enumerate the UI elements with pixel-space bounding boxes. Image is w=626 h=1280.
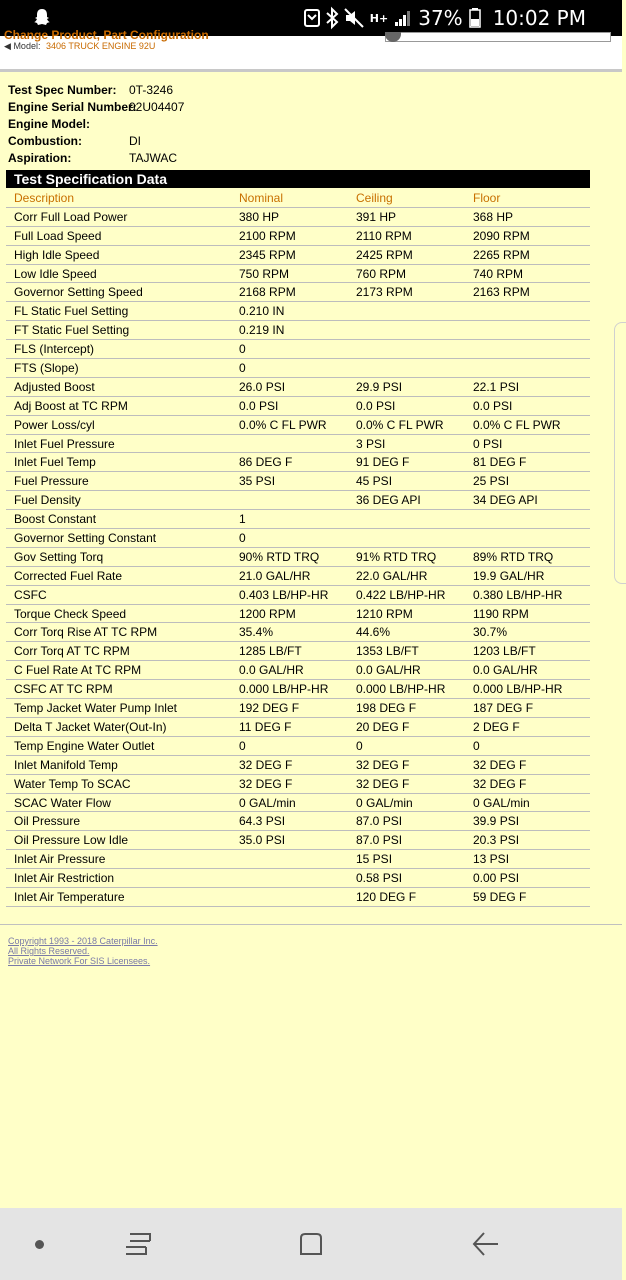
row-nominal: 0.210 IN xyxy=(239,304,285,319)
row-nominal: 0.403 LB/HP-HR xyxy=(239,587,329,602)
row-floor: 22.1 PSI xyxy=(473,379,520,394)
row-nominal: 21.0 GAL/HR xyxy=(239,568,311,583)
row-ceiling: 198 DEG F xyxy=(356,701,417,716)
footer xyxy=(8,936,158,966)
row-nominal: 64.3 PSI xyxy=(239,814,286,829)
row-floor: 0.0 PSI xyxy=(473,398,513,413)
row-ceiling: 2110 RPM xyxy=(356,228,412,243)
row-nominal: 1200 RPM xyxy=(239,606,296,621)
table-row xyxy=(6,869,590,888)
row-description: Governor Setting Constant xyxy=(14,531,157,546)
table-row xyxy=(6,246,590,265)
table-row xyxy=(6,491,590,510)
row-nominal: 0 xyxy=(239,342,246,357)
row-ceiling: 0.0% C FL PWR xyxy=(356,417,444,432)
clock: 10:02 PM xyxy=(492,6,586,30)
combustion-value: DI xyxy=(129,134,141,148)
table-row xyxy=(6,340,590,359)
row-floor: 2265 RPM xyxy=(473,247,530,262)
nav-bar xyxy=(0,1208,622,1280)
table-row xyxy=(6,756,590,775)
table-row xyxy=(6,718,590,737)
hplus-signal-icon: H+ xyxy=(369,11,389,25)
home-icon[interactable] xyxy=(297,1230,325,1258)
row-ceiling: 15 PSI xyxy=(356,852,393,867)
row-nominal: 26.0 PSI xyxy=(239,379,286,394)
row-description: FT Static Fuel Setting xyxy=(14,323,130,338)
row-ceiling: 760 RPM xyxy=(356,266,407,281)
table-row xyxy=(6,453,590,472)
serial-label: Engine Serial Number: xyxy=(8,100,137,114)
row-ceiling: 3 PSI xyxy=(356,436,386,451)
nfc-icon xyxy=(304,9,320,27)
table-header xyxy=(6,189,590,208)
row-nominal: 2345 RPM xyxy=(239,247,296,262)
mute-icon xyxy=(344,8,364,28)
row-description: Fuel Density xyxy=(14,493,81,508)
row-floor: 0 PSI xyxy=(473,436,503,451)
row-nominal: 2100 RPM xyxy=(239,228,296,243)
row-ceiling: 120 DEG F xyxy=(356,889,417,904)
row-nominal: 35.0 PSI xyxy=(239,833,286,848)
row-description: Fuel Pressure xyxy=(14,474,89,489)
row-nominal: 32 DEG F xyxy=(239,757,293,772)
row-nominal: 750 RPM xyxy=(239,266,290,281)
row-floor: 2090 RPM xyxy=(473,228,530,243)
row-floor: 1203 LB/FT xyxy=(473,644,536,659)
bluetooth-icon xyxy=(326,8,338,28)
row-description: Temp Engine Water Outlet xyxy=(14,738,155,753)
row-ceiling: 91 DEG F xyxy=(356,455,410,470)
row-description: Inlet Fuel Temp xyxy=(14,455,96,470)
edge-panel-handle[interactable] xyxy=(614,322,626,584)
network-link[interactable]: Private Network For SIS Licensees. xyxy=(8,956,151,966)
row-ceiling: 0 GAL/min xyxy=(356,795,413,810)
row-ceiling: 22.0 GAL/HR xyxy=(356,568,428,583)
back-arrow-icon[interactable]: ◀ xyxy=(4,41,11,51)
table-row xyxy=(6,794,590,813)
row-floor: 0.0 GAL/HR xyxy=(473,663,538,678)
header-ceiling: Ceiling xyxy=(356,191,393,205)
row-floor: 89% RTD TRQ xyxy=(473,549,554,564)
row-ceiling: 0.000 LB/HP-HR xyxy=(356,682,446,697)
table-row xyxy=(6,416,590,435)
row-floor: 0.00 PSI xyxy=(473,871,520,886)
snapchat-ghost-icon xyxy=(33,8,51,26)
row-nominal: 0.000 LB/HP-HR xyxy=(239,682,329,697)
row-description: Full Load Speed xyxy=(14,228,102,243)
row-description: Inlet Air Pressure xyxy=(14,852,106,867)
model-value[interactable]: 3406 TRUCK ENGINE 92U xyxy=(45,41,156,51)
row-nominal: 1 xyxy=(239,512,246,527)
table-row xyxy=(6,680,590,699)
row-nominal: 0.0% C FL PWR xyxy=(239,417,327,432)
row-nominal: 0.219 IN xyxy=(239,323,285,338)
row-floor: 39.9 PSI xyxy=(473,814,520,829)
section-title: Test Specification Data xyxy=(6,170,590,188)
row-nominal: 35 PSI xyxy=(239,474,276,489)
table-row xyxy=(6,661,590,680)
change-product-link[interactable]: Change Product, Part Configuration xyxy=(4,28,209,42)
row-nominal: 0 GAL/min xyxy=(239,795,296,810)
row-description: Delta T Jacket Water(Out-In) xyxy=(14,719,167,734)
copyright-link[interactable]: Copyright 1993 - 2018 Caterpillar Inc. xyxy=(8,936,158,946)
battery-icon xyxy=(469,8,481,28)
row-floor: 25 PSI xyxy=(473,474,510,489)
table-row xyxy=(6,529,590,548)
row-nominal: 1285 LB/FT xyxy=(239,644,302,659)
row-ceiling: 87.0 PSI xyxy=(356,833,403,848)
row-description: Adjusted Boost xyxy=(14,379,95,394)
header-floor: Floor xyxy=(473,191,501,205)
row-floor: 368 HP xyxy=(473,209,514,224)
row-nominal: 11 DEG F xyxy=(239,719,292,734)
search-input[interactable] xyxy=(385,32,611,42)
table-row xyxy=(6,737,590,756)
row-description: Adj Boost at TC RPM xyxy=(14,398,128,413)
header-divider xyxy=(0,69,622,72)
table-row xyxy=(6,812,590,831)
row-floor: 0 xyxy=(473,738,480,753)
row-nominal: 192 DEG F xyxy=(239,701,300,716)
row-ceiling: 0.58 PSI xyxy=(356,871,403,886)
row-description: Temp Jacket Water Pump Inlet xyxy=(14,701,177,716)
row-description: Oil Pressure Low Idle xyxy=(14,833,129,848)
test-spec-value: 0T-3246 xyxy=(129,83,174,97)
model-label: Model: xyxy=(13,41,41,51)
row-floor: 13 PSI xyxy=(473,852,510,867)
row-ceiling: 0.422 LB/HP-HR xyxy=(356,587,446,602)
row-description: Governor Setting Speed xyxy=(14,285,143,300)
row-ceiling: 20 DEG F xyxy=(356,719,410,734)
row-ceiling: 0.0 PSI xyxy=(356,398,396,413)
row-nominal: 0.0 PSI xyxy=(239,398,279,413)
row-description: CSFC AT TC RPM xyxy=(14,682,113,697)
table-row xyxy=(6,888,590,907)
row-description: Low Idle Speed xyxy=(14,266,97,281)
row-description: FL Static Fuel Setting xyxy=(14,304,129,319)
row-description: Corr Torq AT TC RPM xyxy=(14,644,130,659)
row-floor: 20.3 PSI xyxy=(473,833,520,848)
header-description: Description xyxy=(14,191,75,205)
table-row xyxy=(6,831,590,850)
table-row xyxy=(6,699,590,718)
row-floor: 0.0% C FL PWR xyxy=(473,417,561,432)
row-ceiling: 0 xyxy=(356,738,363,753)
row-nominal: 0 xyxy=(239,361,246,376)
row-description: C Fuel Rate At TC RPM xyxy=(14,663,142,678)
row-nominal: 2168 RPM xyxy=(239,285,296,300)
serial-value: 92U04407 xyxy=(129,100,185,114)
table-row xyxy=(6,623,590,642)
row-floor: 2163 RPM xyxy=(473,285,530,300)
row-ceiling: 45 PSI xyxy=(356,474,393,489)
row-description: Power Loss/cyl xyxy=(14,417,95,432)
table-body xyxy=(6,208,590,907)
footer-divider xyxy=(0,924,622,925)
row-description: Gov Setting Torq xyxy=(14,549,104,564)
table-row xyxy=(6,435,590,454)
table-row xyxy=(6,227,590,246)
table-row xyxy=(6,472,590,491)
page-header xyxy=(0,28,622,72)
row-nominal: 0 xyxy=(239,738,246,753)
row-description: Inlet Fuel Pressure xyxy=(14,436,115,451)
row-nominal: 32 DEG F xyxy=(239,776,293,791)
row-ceiling: 29.9 PSI xyxy=(356,379,403,394)
row-description: CSFC xyxy=(14,587,47,602)
row-ceiling: 2425 RPM xyxy=(356,247,413,262)
table-row xyxy=(6,283,590,302)
row-ceiling: 44.6% xyxy=(356,625,391,640)
row-nominal: 35.4% xyxy=(239,625,274,640)
row-description: Water Temp To SCAC xyxy=(14,776,131,791)
table-row xyxy=(6,642,590,661)
row-description: High Idle Speed xyxy=(14,247,100,262)
row-nominal: 0 xyxy=(239,531,246,546)
table-row xyxy=(6,510,590,529)
row-description: Corrected Fuel Rate xyxy=(14,568,123,583)
table-row xyxy=(6,321,590,340)
dot-icon[interactable] xyxy=(34,1239,45,1250)
table-row xyxy=(6,397,590,416)
row-description: Oil Pressure xyxy=(14,814,81,829)
back-icon[interactable] xyxy=(470,1230,500,1258)
row-nominal: 90% RTD TRQ xyxy=(239,549,320,564)
row-floor: 740 RPM xyxy=(473,266,524,281)
row-floor: 0 GAL/min xyxy=(473,795,530,810)
table-row xyxy=(6,359,590,378)
row-description: Inlet Air Restriction xyxy=(14,871,115,886)
row-ceiling: 2173 RPM xyxy=(356,285,413,300)
row-floor: 30.7% xyxy=(473,625,508,640)
signal-bars-icon xyxy=(394,9,412,27)
row-nominal: 380 HP xyxy=(239,209,280,224)
row-ceiling: 1353 LB/FT xyxy=(356,644,419,659)
row-description: FLS (Intercept) xyxy=(14,342,95,357)
row-description: FTS (Slope) xyxy=(14,361,79,376)
row-description: Torque Check Speed xyxy=(14,606,127,621)
row-description: SCAC Water Flow xyxy=(14,795,111,810)
row-ceiling: 36 DEG API xyxy=(356,493,421,508)
table-row xyxy=(6,302,590,321)
table-row xyxy=(6,567,590,586)
table-row xyxy=(6,548,590,567)
rights-link[interactable]: All Rights Reserved. xyxy=(8,946,90,956)
row-description: Boost Constant xyxy=(14,512,97,527)
row-description: Inlet Manifold Temp xyxy=(14,757,118,772)
row-floor: 19.9 GAL/HR xyxy=(473,568,545,583)
recent-apps-icon[interactable] xyxy=(124,1230,152,1258)
row-floor: 0.000 LB/HP-HR xyxy=(473,682,563,697)
row-description: Corr Full Load Power xyxy=(14,209,128,224)
battery-percent: 37% xyxy=(418,6,463,30)
spec-table xyxy=(6,189,590,907)
row-nominal: 86 DEG F xyxy=(239,455,293,470)
table-row xyxy=(6,850,590,869)
model-line xyxy=(4,41,155,52)
row-floor: 32 DEG F xyxy=(473,776,527,791)
row-ceiling: 1210 RPM xyxy=(356,606,413,621)
table-row xyxy=(6,208,590,227)
test-spec-label: Test Spec Number: xyxy=(8,83,117,97)
row-floor: 32 DEG F xyxy=(473,757,527,772)
row-floor: 59 DEG F xyxy=(473,889,527,904)
row-floor: 81 DEG F xyxy=(473,455,527,470)
table-row xyxy=(6,586,590,605)
table-row xyxy=(6,775,590,794)
table-row xyxy=(6,605,590,624)
row-ceiling: 32 DEG F xyxy=(356,776,410,791)
row-floor: 2 DEG F xyxy=(473,719,520,734)
row-ceiling: 0.0 GAL/HR xyxy=(356,663,421,678)
row-floor: 0.380 LB/HP-HR xyxy=(473,587,563,602)
aspiration-label: Aspiration: xyxy=(8,151,72,165)
row-ceiling: 87.0 PSI xyxy=(356,814,403,829)
row-floor: 187 DEG F xyxy=(473,701,534,716)
combustion-label: Combustion: xyxy=(8,134,82,148)
row-floor: 1190 RPM xyxy=(473,606,529,621)
row-description: Inlet Air Temperature xyxy=(14,889,125,904)
aspiration-value: TAJWAC xyxy=(129,151,177,165)
header-nominal: Nominal xyxy=(239,191,284,205)
row-nominal: 0.0 GAL/HR xyxy=(239,663,304,678)
engine-model-label: Engine Model: xyxy=(8,117,90,131)
row-ceiling: 391 HP xyxy=(356,209,397,224)
row-floor: 34 DEG API xyxy=(473,493,538,508)
row-ceiling: 32 DEG F xyxy=(356,757,410,772)
row-description: Corr Torq Rise AT TC RPM xyxy=(14,625,158,640)
row-ceiling: 91% RTD TRQ xyxy=(356,549,437,564)
table-row xyxy=(6,265,590,284)
table-row xyxy=(6,378,590,397)
